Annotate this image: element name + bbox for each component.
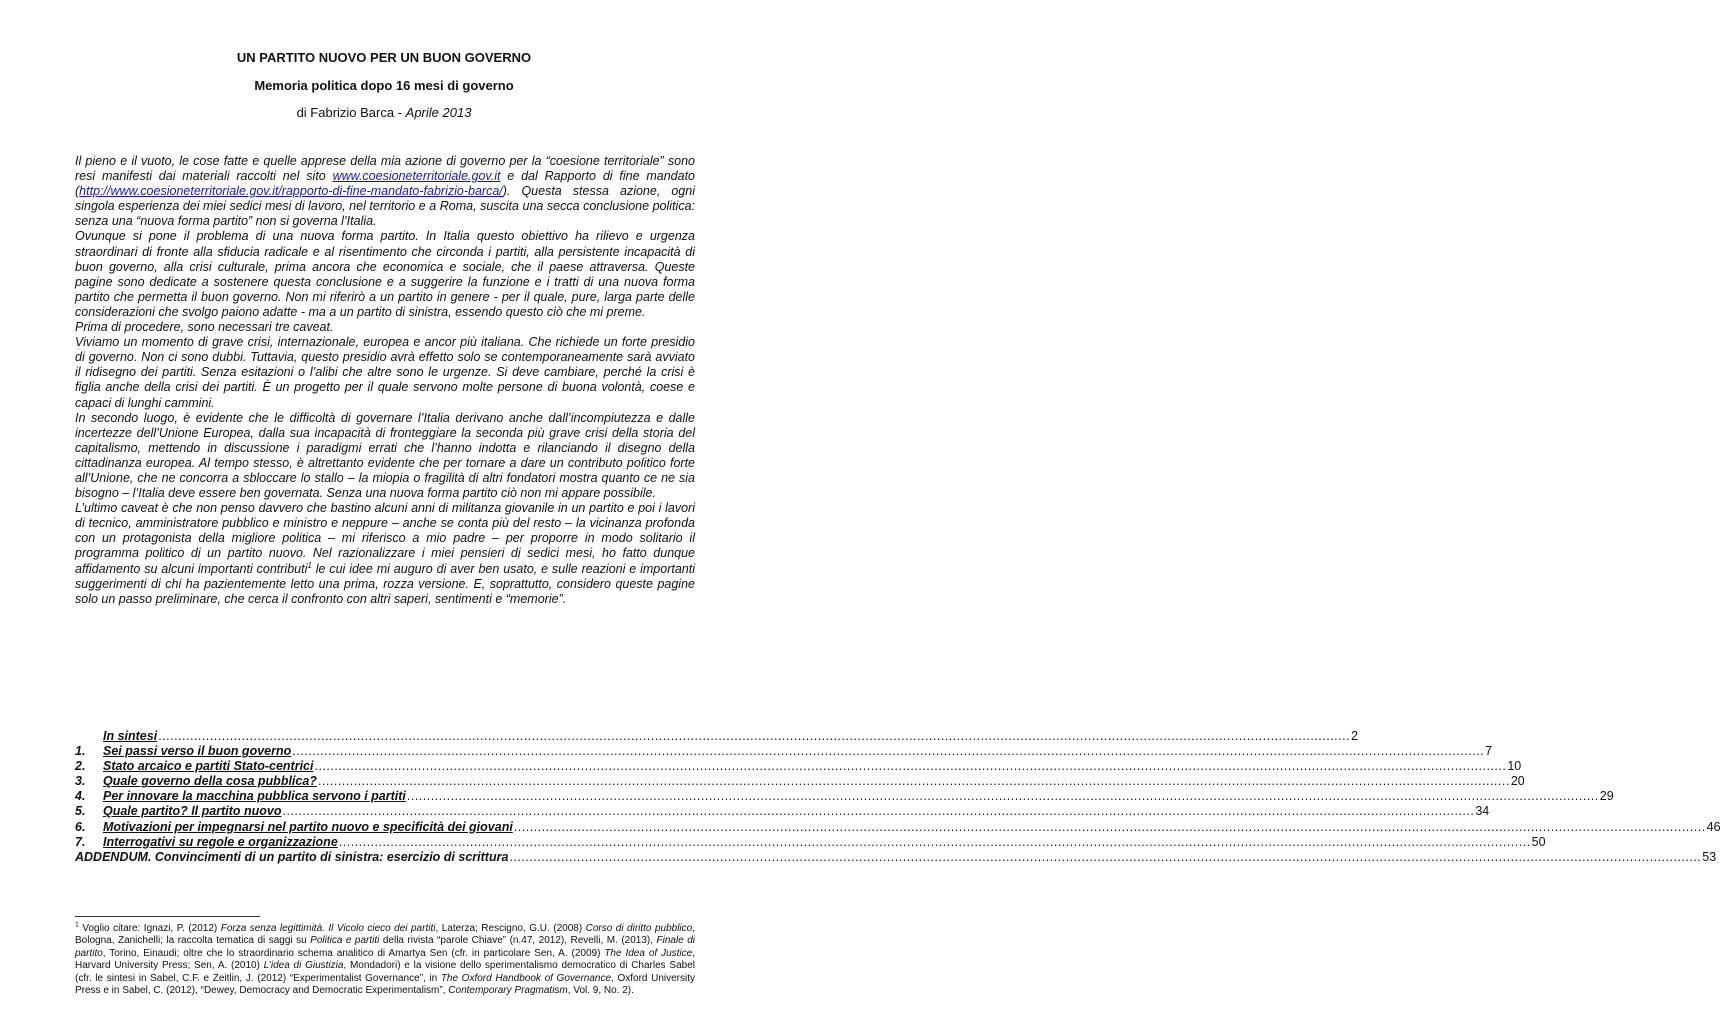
toc-number: 7. xyxy=(75,834,86,849)
paragraph-2: Ovunque si pone il problema di una nuova forma partito. In Italia questo obiettivo ha rilievo e urgenza straordinari di fronte alla sfiducia radicale e al risentimento che circonda i partiti, alla persistente incapacità di buon governo, alla crisi culturale, prima ancora che economica e sociale, che il paese attraversa. Queste pagine sono dedicate a sostenere questa conclusione e a suggerire la funzione e i tratti di una nuova forma partito che permetta il buon governo. Non mi riferirò a un partito in genere - per il quale, pure, larga parte delle considerazioni che svolgo paiono adatte - ma a un partito di sinistra, essendo questo ciò che mi preme. xyxy=(75,229,695,319)
toc-label[interactable]: Stato arcaico e partiti Stato-centrici xyxy=(103,759,314,774)
paragraph-1-text-c: ). Questa stessa azione, ogni singola esperienza dei miei sedici mesi di lavoro, nel territorio e a Roma, suscita una secca conclusione politica: senza una “nuova forma partito” non si governa l’Italia. xyxy=(75,184,695,229)
footnote-text: , Laterza; Rescigno, G.U. (2008) xyxy=(435,923,586,934)
toc-page: 46 xyxy=(1706,819,1721,834)
paragraph-1-text-b: e dal Rapporto di fine mandato ( xyxy=(75,169,695,199)
toc-leader: ............................................................................................................................................................................................................................................................................................................ xyxy=(338,834,1531,849)
toc-entry[interactable] xyxy=(75,774,1525,789)
footnote-text: , Torino, Einaudi; oltre che lo straordinario schema analitico di Amartya Sen (cfr. in particolare Sen, A. (2009) xyxy=(102,947,605,959)
toc-entry[interactable] xyxy=(75,729,1359,744)
paragraph-6-text-b: le cui idee mi auguro di aver ben usato, e sulle reazioni e importanti suggerimenti di chi ha pazientemente letto una prima, rozza versione. E, soprattutto, considero queste pagine solo un passo preliminare, che cerca il confronto con altri saperi, sentimenti e “memorie”. xyxy=(75,561,695,606)
toc-leader: ............................................................................................................................................................................................................................................................................................................ xyxy=(158,729,1351,743)
toc-page: 2 xyxy=(1351,729,1359,743)
footnote-ref[interactable]: 1 xyxy=(307,560,312,570)
toc-leader: ............................................................................................................................................................................................................................................................................................................ xyxy=(314,759,1507,774)
toc-leader: ............................................................................................................................................................................................................................................................................................................ xyxy=(292,744,1485,759)
document-title: UN PARTITO NUOVO PER UN BUON GOVERNO xyxy=(236,50,532,65)
toc-entry[interactable] xyxy=(75,804,1490,819)
toc-entry[interactable] xyxy=(75,744,1493,759)
toc-page: 53 xyxy=(1702,849,1717,864)
footnote-title: Finale di partito xyxy=(75,935,695,959)
paragraph-6 xyxy=(75,501,695,607)
document-subtitle: Memoria politica dopo 16 mesi di governo xyxy=(254,78,514,93)
toc-label[interactable]: Motivazioni per impegnarsi nel partito nuovo e specificità dei giovani xyxy=(103,819,513,834)
toc-label[interactable]: Interrogativi su regole e organizzazione xyxy=(103,834,338,849)
toc-leader: ............................................................................................................................................................................................................................................................................................................ xyxy=(406,789,1599,804)
toc-label[interactable]: Per innovare la macchina pubblica servono i partiti xyxy=(103,789,406,804)
toc-leader: ............................................................................................................................................................................................................................................................................................................ xyxy=(282,804,1475,819)
footnote-title: Corso di diritto pubblico xyxy=(585,923,693,934)
paragraph-1-text-a: Il pieno e il vuoto, le cose fatte e quelle apprese della mia azione di governo per la “coesione territoriale” sono resi manifesti dai materiali raccolti nel sito xyxy=(75,154,695,184)
toc-entry[interactable] xyxy=(75,789,1614,804)
toc-number: 6. xyxy=(75,819,86,834)
footnote-separator xyxy=(75,916,260,917)
toc-number: 1. xyxy=(75,744,86,759)
footnote-title: The Oxford Handbook of Governance xyxy=(440,972,612,984)
footnote-title: Forza senza legittimità. Il Vicolo cieco dei partiti xyxy=(220,923,436,934)
footnote-text: , Mondadori) e la visione dello sperimentalismo democratico di Charles Sabel (cfr. le sintesi in Sabel, C.F. e Zeitlin, J. (2012) “Experimentalist Governance”, in xyxy=(75,960,695,984)
toc-leader: ............................................................................................................................................................................................................................................................................................................ xyxy=(317,774,1510,789)
toc-page: 50 xyxy=(1531,834,1546,849)
toc-number: 4. xyxy=(75,789,86,804)
footnote-text: , Harvard University Press; Sen, A. (2010) xyxy=(75,947,695,972)
toc-entry[interactable] xyxy=(75,819,1721,835)
footnote-text: della rivista “parole Chiave” (n.47, 2012), Revelli, M. (2013), xyxy=(379,935,657,947)
toc-page: 20 xyxy=(1510,774,1525,789)
footnote-text: , Oxford University Press e in Sabel, C. (2012), “Dewey, Democracy and Democratic Experimentalism”, xyxy=(75,972,695,997)
toc-number: 2. xyxy=(75,759,86,774)
footnote-text: Voglio citare: Ignazi, P. (2012) xyxy=(78,923,221,934)
footnote xyxy=(75,923,695,997)
byline xyxy=(0,105,768,120)
toc-number: 3. xyxy=(75,774,86,789)
paragraph-1 xyxy=(75,154,695,229)
byline-author: di Fabrizio Barca - xyxy=(296,105,406,120)
footnote-title: Politica e partiti xyxy=(310,935,380,947)
footnote-title: The Idea of Justice xyxy=(604,947,693,959)
toc-page: 34 xyxy=(1475,804,1490,819)
paragraph-6-text-a: L’ultimo caveat è che non penso davvero che bastino alcuni anni di militanza giovanile in un partito e poi i lavori di tecnico, amministratore pubblico e ministro e neppure – anche se conta più del resto – la vicinanza profonda con un protagonista della migliore politica – mi riferisco a mio padre – per proporre in modo solitario il programma politico di un partito nuovo. Nel razionalizzare i miei pensieri di sedici mesi, ho fatto dunque affidamento su alcuni importanti contributi xyxy=(75,501,695,576)
paragraph-5: In secondo luogo, è evidente che le difficoltà di governare l’Italia derivano anche dall’incompiutezza e dalle incertezze dell’Unione Europea, dalla sua incapacità di fronteggiare la seconda più grave crisi della storia del capitalismo, mettendo in discussione i paradigmi errati che l’hanno indotta e rilanciando il disegno della cittadinanza europea. Al tempo stesso, è altrettanto evidente che per tornare a dare un contributo politico forte all’Unione, che ne concorra a sbloccare lo stallo – la miopia o fragilità di altri fondatori mostra quanto ce ne sia bisogno – l’Italia deve essere ben governata. Senza una nuova forma partito ciò non mi appare possibile. xyxy=(75,410,695,501)
footnote-marker: 1 xyxy=(75,921,79,929)
footnote-text: , Bologna, Zanichelli; la raccolta tematica di saggi su xyxy=(75,923,695,947)
report-link[interactable]: http://www.coesioneterritoriale.gov.it/rapporto-di-fine-mandato-fabrizio-barca/ xyxy=(79,184,503,199)
footnote-text: , Vol. 9, No. 2). xyxy=(567,985,634,997)
toc-entry-addendum[interactable] xyxy=(75,849,1717,865)
toc-page: 7 xyxy=(1485,744,1493,759)
toc-entry[interactable] xyxy=(75,834,1546,850)
toc-page: 29 xyxy=(1599,789,1614,804)
paragraph-3: Prima di procedere, sono necessari tre caveat. xyxy=(75,320,334,335)
toc-label[interactable]: ADDENDUM. Convincimenti di un partito di sinistra: esercizio di scrittura xyxy=(75,849,509,864)
footnote-title: L’idea di Giustizia xyxy=(263,960,344,972)
toc-label[interactable]: In sintesi xyxy=(103,729,158,743)
toc-entry[interactable] xyxy=(75,759,1522,774)
body-text xyxy=(75,154,695,607)
toc-leader: ............................................................................................................................................................................................................................................................................................................ xyxy=(509,849,1702,864)
toc-leader: ............................................................................................................................................................................................................................................................................................................ xyxy=(513,819,1706,834)
toc-number: 5. xyxy=(75,804,86,819)
paragraph-4: Viviamo un momento di grave crisi, internazionale, europea e ancor più italiana. Che richiede un forte presidio di governo. Non ci sono dubbi. Tuttavia, questo presidio avrà effetto solo se contemporaneamente sarà avviato il ridisegno dei partiti. Senza esitazioni o l’alibi che altre sono le urgenze. Si deve cambiare, perché la crisi è figlia anche della crisi dei partiti. È un progetto per il quale servono molte persone di buona volontà, coese e capaci di lunghi cammini. xyxy=(75,335,695,410)
toc-page: 10 xyxy=(1507,759,1522,774)
site-link[interactable]: www.coesioneterritoriale.gov.it xyxy=(332,169,501,184)
table-of-contents xyxy=(75,729,1721,865)
byline-date: Aprile 2013 xyxy=(405,105,472,120)
toc-label[interactable]: Quale partito? Il partito nuovo xyxy=(103,804,282,819)
toc-label[interactable]: Quale governo della cosa pubblica? xyxy=(103,774,317,789)
footnote-title: Contemporary Pragmatism xyxy=(448,985,568,997)
toc-label[interactable]: Sei passi verso il buon governo xyxy=(103,744,292,759)
